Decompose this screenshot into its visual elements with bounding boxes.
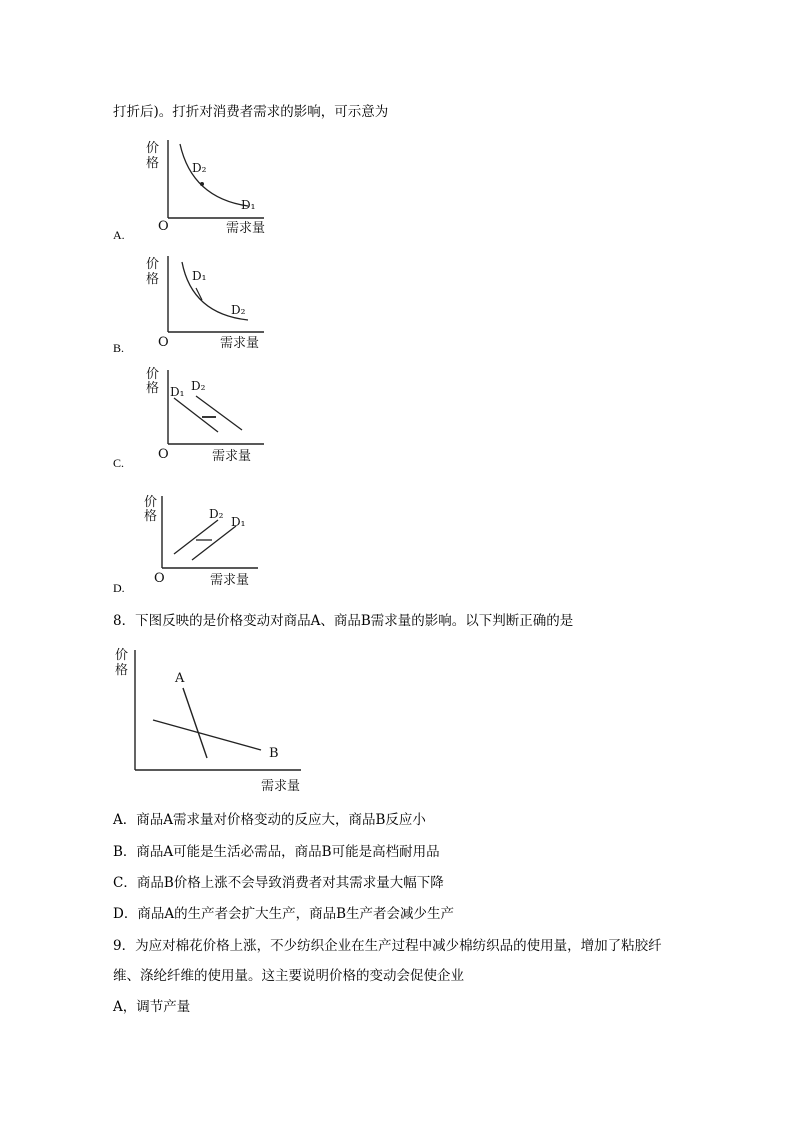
origin-label: O (158, 447, 169, 462)
q8-graph (113, 644, 313, 794)
demand-line-d1 (174, 398, 218, 432)
x-axis-label: 需求量 (261, 779, 301, 794)
demand-line-d2 (174, 520, 218, 554)
q7-option-c-graph (140, 362, 280, 470)
origin-label: O (154, 571, 165, 586)
q8-stem: 8．下图反映的是价格变动对商品A、商品B需求量的影响。以下判断正确的是 (113, 613, 574, 629)
curve-label-1: D₁ (170, 385, 185, 399)
curve-label-1: D₂ (209, 507, 224, 521)
curve-label-1: D₂ (192, 161, 207, 175)
axis-y-char-1: 价 (115, 648, 129, 663)
demand-line-d2 (196, 396, 242, 430)
demand-line-a (183, 688, 207, 758)
axis-y-char-1: 价 (146, 257, 160, 272)
axis-y-char-2: 格 (146, 156, 160, 171)
line-a-label: A (175, 671, 185, 686)
demand-curve (180, 144, 248, 206)
curve-label-1: D₁ (192, 269, 207, 283)
x-axis-label: 需求量 (212, 449, 252, 464)
curve-label-2: D₁ (241, 198, 256, 212)
q9-stem-line2: 维、涤纶纤维的使用量。这主要说明价格的变动会促使企业 (113, 968, 464, 984)
curve-label-2: D₂ (231, 303, 246, 317)
demand-line-d1 (192, 526, 236, 560)
x-axis-label: 需求量 (220, 336, 260, 351)
q8-option-b: B．商品A可能是生活必需品，商品B可能是高档耐用品 (113, 844, 440, 860)
q7-option-d-label: D. (113, 581, 125, 595)
axis-y-char-1: 价 (144, 495, 158, 510)
q7-option-b-label: B. (113, 341, 125, 355)
q7-option-a-label: A. (113, 228, 125, 242)
axis-y-char-2: 格 (144, 509, 158, 524)
q7-option-b-graph (140, 248, 280, 356)
curve-label-2: D₂ (191, 379, 206, 393)
axis-y-char-2: 格 (146, 381, 160, 396)
x-axis-label: 需求量 (210, 573, 250, 588)
axis-y-char-2: 格 (146, 272, 160, 287)
q9-option-a: A，调节产量 (113, 999, 191, 1015)
q8-option-d: D．商品A的生产者会扩大生产，商品B生产者会减少生产 (113, 906, 454, 922)
origin-label: O (158, 219, 169, 234)
q8-option-c: C．商品B价格上涨不会导致消费者对其需求量大幅下降 (113, 875, 444, 891)
axis-y-char-1: 价 (146, 367, 160, 382)
origin-label: O (158, 335, 169, 350)
axis-y-char-1: 价 (146, 141, 160, 156)
demand-line-b (153, 720, 261, 750)
movement-dot (200, 182, 204, 186)
curve-label-2: D₁ (231, 515, 246, 529)
axis-y-char-2: 格 (115, 663, 129, 678)
q7-option-d-graph (140, 488, 280, 596)
q9-stem-line1: 9．为应对棉花价格上涨，不少纺织企业在生产过程中减少棉纺织品的使用量，增加了粘胶纤 (113, 938, 662, 954)
q7-option-a-graph (140, 132, 280, 240)
line-b-label: B (269, 746, 279, 761)
intro-text: 打折后)。打折对消费者需求的影响，可示意为 (113, 104, 389, 120)
q8-option-a: A．商品A需求量对价格变动的反应大，商品B反应小 (113, 812, 426, 828)
q7-option-c-label: C. (113, 456, 125, 470)
x-axis-label: 需求量 (226, 221, 266, 236)
